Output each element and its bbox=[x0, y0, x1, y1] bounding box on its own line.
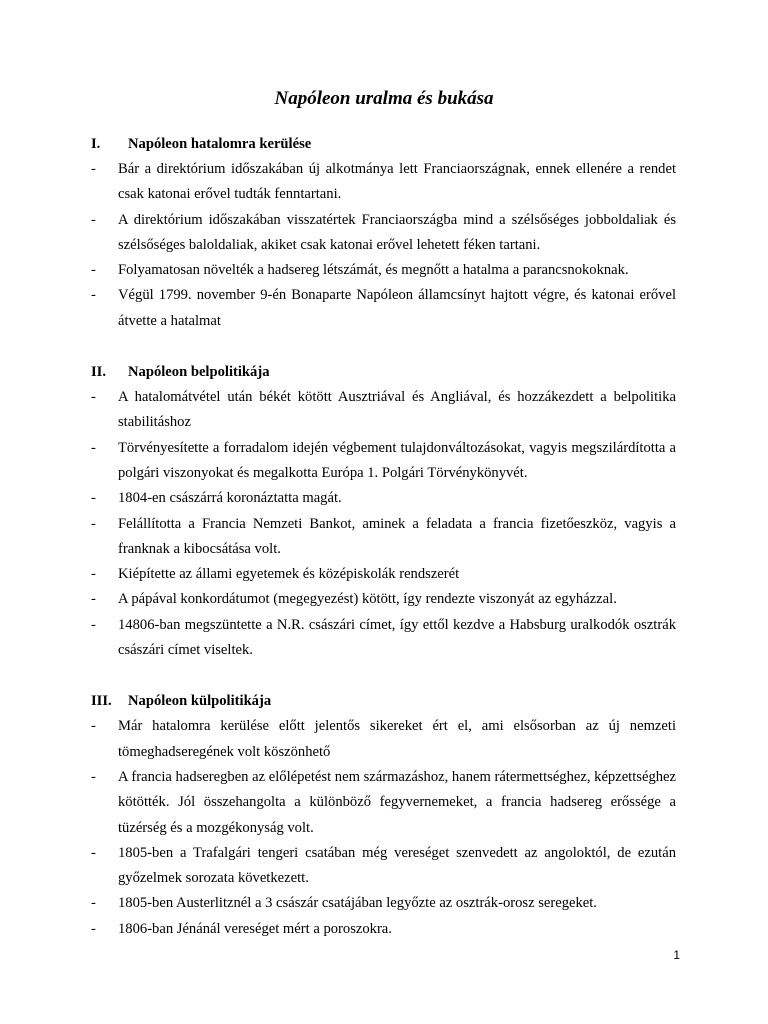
dash-bullet: - bbox=[91, 920, 96, 937]
list-item-text: Bár a direktórium időszakában új alkotmánya lett Franciaországnak, ennek ellenére a rendet csak katonai erővel tudták fenntartani. bbox=[118, 161, 676, 203]
dash-bullet: - bbox=[91, 211, 96, 228]
dash-bullet: - bbox=[91, 515, 96, 532]
dash-bullet: - bbox=[91, 895, 96, 912]
section-number: I. bbox=[91, 136, 101, 152]
list-item bbox=[91, 613, 676, 664]
dash-bullet: - bbox=[91, 287, 96, 304]
dash-bullet: - bbox=[91, 844, 96, 861]
list-item-text: Felállította a Francia Nemzeti Bankot, aminek a feladata a francia fizetőeszköz, vagyis a franknak a kibocsátása volt. bbox=[118, 515, 676, 557]
section-heading bbox=[91, 688, 676, 714]
section-number: III. bbox=[91, 693, 112, 710]
list-item bbox=[91, 208, 676, 259]
page-number: 1 bbox=[673, 948, 680, 962]
list-item bbox=[91, 841, 676, 892]
bullet-list bbox=[91, 385, 676, 663]
list-item-text: 1805-ben a Trafalgári tengeri csatában még vereséget szenvedett az angoloktól, de ezután győzelmek sorozata következett. bbox=[118, 844, 676, 887]
section-title: Napóleon belpolitikája bbox=[128, 364, 270, 381]
list-item-text: 1804-en császárrá koronáztatta magát. bbox=[118, 490, 342, 507]
list-item bbox=[91, 891, 676, 916]
list-item bbox=[91, 283, 676, 334]
document-body bbox=[91, 131, 676, 967]
dash-bullet: - bbox=[91, 768, 96, 785]
dash-bullet: - bbox=[91, 490, 96, 507]
list-item-text: Végül 1799. november 9-én Bonaparte Napóleon államcsínyt hajtott végre, és katonai erővel átvette a hatalmat bbox=[118, 287, 676, 329]
list-item bbox=[91, 562, 676, 587]
dash-bullet: - bbox=[91, 262, 96, 279]
dash-bullet: - bbox=[91, 439, 96, 456]
dash-bullet: - bbox=[91, 566, 96, 583]
list-item bbox=[91, 512, 676, 563]
list-item-text: Törvényesítette a forradalom idején végbement tulajdonváltozásokat, vagyis megszilárdította a polgári viszonyokat és megalkotta Európa 1. Polgári Törvénykönyvét. bbox=[118, 439, 676, 481]
list-item-text: Folyamatosan növelték a hadsereg létszámát, és megnőtt a hatalma a parancsnokoknak. bbox=[118, 262, 629, 279]
section-title: Napóleon hatalomra kerülése bbox=[128, 136, 312, 152]
list-item bbox=[91, 587, 676, 612]
list-item bbox=[91, 258, 676, 283]
bullet-list bbox=[91, 157, 676, 334]
section-heading bbox=[91, 359, 676, 385]
section-2 bbox=[91, 359, 676, 663]
section-heading bbox=[91, 131, 676, 157]
section-1 bbox=[91, 131, 676, 334]
dash-bullet: - bbox=[91, 591, 96, 608]
section-3 bbox=[91, 688, 676, 942]
list-item-text: 1805-ben Austerlitznél a 3 császár csatájában legyőzte az osztrák-orosz seregeket. bbox=[118, 895, 597, 912]
dash-bullet: - bbox=[91, 161, 96, 177]
bullet-list bbox=[91, 714, 676, 942]
list-item-text: 14806-ban megszüntette a N.R. császári címet, így ettől kezdve a Habsburg uralkodók osztrák császári címet viseltek. bbox=[118, 616, 676, 659]
list-item bbox=[91, 765, 676, 841]
list-item-text: A hatalomátvétel után békét kötött Ausztriával és Angliával, és hozzákezdett a belpolitika stabilitáshoz bbox=[118, 389, 676, 431]
list-item-text: A francia hadseregben az előlépetést nem származáshoz, hanem rátermettséghez, képzettséghez kötötték. Jól összehangolta a különböző fegyvernemeket, a francia hadsereg erőssége a tüzérség és a mozgékonyság volt. bbox=[118, 768, 676, 836]
dash-bullet: - bbox=[91, 718, 96, 735]
section-title: Napóleon külpolitikája bbox=[128, 693, 272, 710]
list-item-text: A pápával konkordátumot (megegyezést) kötött, így rendezte viszonyát az egyházzal. bbox=[118, 591, 617, 608]
list-item-text: 1806-ban Jénánál vereséget mért a poroszokra. bbox=[118, 920, 392, 937]
list-item bbox=[91, 436, 676, 487]
list-item bbox=[91, 714, 676, 765]
dash-bullet: - bbox=[91, 616, 96, 633]
dash-bullet: - bbox=[91, 389, 96, 406]
list-item-text: A direktórium időszakában visszatértek Franciaországba mind a szélsőséges jobboldaliak és szélsőséges baloldaliak, akiket csak katonai erővel lehetett féken tartani. bbox=[118, 211, 676, 253]
section-number: II. bbox=[91, 364, 107, 381]
list-item bbox=[91, 917, 676, 942]
list-item-text: Kiépítette az állami egyetemek és középiskolák rendszerét bbox=[118, 566, 460, 583]
list-item-text: Már hatalomra kerülése előtt jelentős sikereket ért el, ami elsősorban az új nemzeti tömeghadseregének volt köszönhető bbox=[118, 718, 676, 760]
list-item bbox=[91, 486, 676, 511]
page-title: Napóleon uralma és bukása bbox=[274, 88, 494, 109]
list-item bbox=[91, 385, 676, 436]
list-item bbox=[91, 157, 676, 208]
